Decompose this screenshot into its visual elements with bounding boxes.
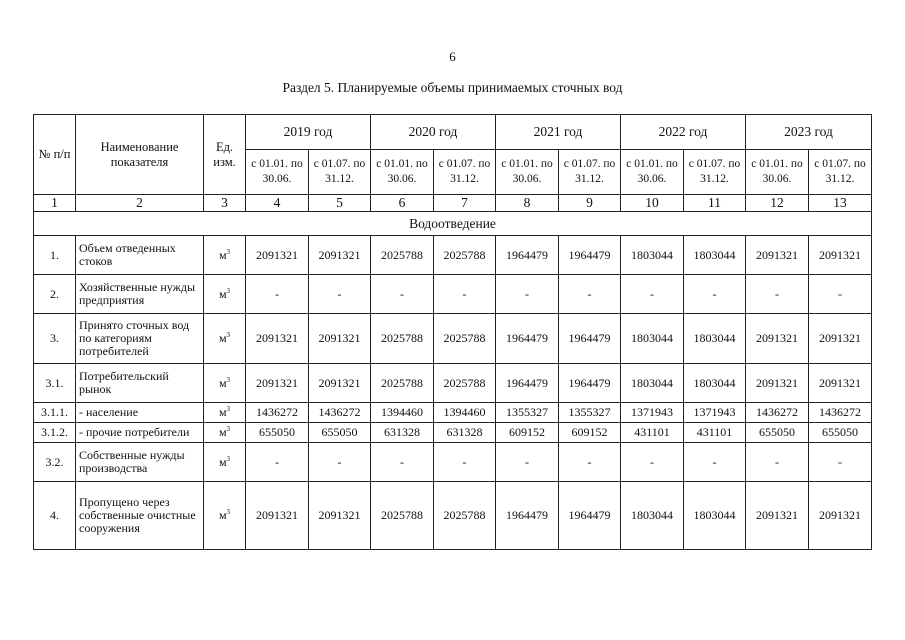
header-year: 2022 год — [621, 115, 746, 150]
unit-cell — [204, 236, 246, 275]
value-cell: 1964479 — [559, 482, 621, 550]
indicator-name: Принято сточных вод по категориям потребителей — [76, 314, 204, 364]
unit-cell — [204, 314, 246, 364]
value-cell: 655050 — [246, 423, 309, 443]
value-cell: 2091321 — [246, 364, 309, 403]
value-cell: - — [496, 275, 559, 314]
indicator-name: Хозяйственные нужды предприятия — [76, 275, 204, 314]
table-row — [34, 443, 872, 482]
page-number: 6 — [449, 49, 456, 64]
value-cell: 1964479 — [559, 364, 621, 403]
value-cell: - — [559, 443, 621, 482]
column-number-cell: 7 — [434, 195, 496, 212]
value-cell: - — [621, 443, 684, 482]
value-cell: 609152 — [496, 423, 559, 443]
value-cell: 1964479 — [496, 314, 559, 364]
unit-base: м — [218, 405, 227, 419]
value-cell: 2091321 — [309, 482, 371, 550]
unit-base: м — [218, 247, 227, 262]
value-cell: - — [621, 275, 684, 314]
value-cell: - — [746, 443, 809, 482]
header-year: 2019 год — [246, 115, 371, 150]
unit-cell — [204, 423, 246, 443]
value-cell: 2091321 — [746, 236, 809, 275]
value-cell: 2025788 — [371, 482, 434, 550]
value-cell: - — [246, 275, 309, 314]
value-cell: 655050 — [809, 423, 872, 443]
unit-cell — [204, 275, 246, 314]
value-cell: 2091321 — [746, 482, 809, 550]
value-cell: 2091321 — [246, 482, 309, 550]
value-cell: 2091321 — [309, 314, 371, 364]
value-cell: - — [559, 275, 621, 314]
value-cell: 2091321 — [809, 236, 872, 275]
value-cell: 431101 — [684, 423, 746, 443]
indicator-name: Объем отведенных стоков — [76, 236, 204, 275]
unit-exponent: 3 — [226, 286, 231, 295]
unit-exponent: 3 — [226, 331, 231, 339]
table-row — [34, 364, 872, 403]
value-cell: 1803044 — [621, 236, 684, 275]
unit-exponent: 3 — [226, 508, 231, 516]
value-cell: 2091321 — [809, 314, 872, 364]
header-period: с 01.01. по 30.06. — [246, 150, 309, 195]
value-cell: 1436272 — [746, 403, 809, 423]
row-number: 1. — [34, 236, 76, 275]
value-cell: 1964479 — [496, 236, 559, 275]
value-cell: - — [309, 275, 371, 314]
row-number: 3.1.2. — [34, 423, 76, 443]
section-row — [34, 212, 872, 236]
header-period: с 01.01. по 30.06. — [371, 150, 434, 195]
column-number-row — [34, 195, 872, 212]
table-row — [34, 423, 872, 443]
unit-base: м — [218, 425, 227, 439]
table-row — [34, 314, 872, 364]
value-cell: 655050 — [309, 423, 371, 443]
value-cell: - — [496, 443, 559, 482]
value-cell: - — [809, 275, 872, 314]
column-number-cell: 8 — [496, 195, 559, 212]
unit-base: м — [218, 508, 227, 522]
row-number: 3. — [34, 314, 76, 364]
value-cell: - — [371, 443, 434, 482]
value-cell: 2091321 — [309, 236, 371, 275]
unit-exponent: 3 — [226, 375, 231, 384]
value-cell: 609152 — [559, 423, 621, 443]
unit-cell — [204, 364, 246, 403]
value-cell: 1394460 — [371, 403, 434, 423]
value-cell: 1803044 — [684, 236, 746, 275]
value-cell: 1436272 — [809, 403, 872, 423]
value-cell: 2025788 — [434, 314, 496, 364]
value-cell: 2091321 — [809, 364, 872, 403]
value-cell: 1964479 — [496, 482, 559, 550]
value-cell: - — [746, 275, 809, 314]
column-number-cell: 9 — [559, 195, 621, 212]
column-number-cell: 12 — [746, 195, 809, 212]
value-cell: - — [809, 443, 872, 482]
header-unit: Ед. изм. — [204, 115, 246, 195]
value-cell: 1803044 — [684, 314, 746, 364]
header-period: с 01.01. по 30.06. — [621, 150, 684, 195]
value-cell: 1803044 — [684, 364, 746, 403]
unit-cell — [204, 482, 246, 550]
value-cell: - — [684, 275, 746, 314]
value-cell: 1964479 — [496, 364, 559, 403]
column-number-cell: 13 — [809, 195, 872, 212]
unit-cell — [204, 443, 246, 482]
column-number-cell: 10 — [621, 195, 684, 212]
unit-base: м — [218, 375, 227, 390]
row-number: 4. — [34, 482, 76, 550]
value-cell: - — [246, 443, 309, 482]
value-cell: 1803044 — [621, 482, 684, 550]
indicator-name: Пропущено через собственные очистные сооружения — [76, 482, 204, 550]
value-cell: - — [434, 275, 496, 314]
unit-base: м — [218, 454, 227, 469]
row-number: 3.2. — [34, 443, 76, 482]
header-period: с 01.07. по 31.12. — [684, 150, 746, 195]
column-number-cell: 3 — [204, 195, 246, 212]
row-number: 3.1. — [34, 364, 76, 403]
row-number: 3.1.1. — [34, 403, 76, 423]
header-year: 2023 год — [746, 115, 872, 150]
unit-exponent: 3 — [226, 425, 231, 433]
column-number-cell: 4 — [246, 195, 309, 212]
value-cell: 1803044 — [621, 364, 684, 403]
section-label: Водоотведение — [34, 212, 872, 236]
value-cell: 655050 — [746, 423, 809, 443]
column-number-cell: 2 — [76, 195, 204, 212]
value-cell: - — [371, 275, 434, 314]
row-number: 2. — [34, 275, 76, 314]
wastewater-table — [33, 114, 872, 550]
value-cell: 2091321 — [309, 364, 371, 403]
value-cell: 1803044 — [621, 314, 684, 364]
value-cell: 2091321 — [246, 236, 309, 275]
value-cell: 1371943 — [621, 403, 684, 423]
header-period: с 01.07. по 31.12. — [559, 150, 621, 195]
value-cell: - — [309, 443, 371, 482]
value-cell: 2025788 — [371, 314, 434, 364]
value-cell: 1436272 — [309, 403, 371, 423]
unit-base: м — [218, 286, 227, 301]
value-cell: 2091321 — [246, 314, 309, 364]
unit-cell — [204, 403, 246, 423]
header-period: с 01.07. по 31.12. — [434, 150, 496, 195]
value-cell: - — [684, 443, 746, 482]
value-cell: 1964479 — [559, 314, 621, 364]
indicator-name: - прочие потребители — [76, 423, 204, 443]
value-cell: 2025788 — [434, 482, 496, 550]
value-cell: 631328 — [434, 423, 496, 443]
column-number-cell: 6 — [371, 195, 434, 212]
header-period: с 01.07. по 31.12. — [309, 150, 371, 195]
column-number-cell: 5 — [309, 195, 371, 212]
value-cell: 1436272 — [246, 403, 309, 423]
value-cell: 2091321 — [809, 482, 872, 550]
header-name: Наименование показателя — [76, 115, 204, 195]
header-period: с 01.07. по 31.12. — [809, 150, 872, 195]
value-cell: 1803044 — [684, 482, 746, 550]
table-row — [34, 482, 872, 550]
header-period: с 01.01. по 30.06. — [746, 150, 809, 195]
indicator-name: Потребительский рынок — [76, 364, 204, 403]
value-cell: - — [434, 443, 496, 482]
value-cell: 431101 — [621, 423, 684, 443]
table-row — [34, 403, 872, 423]
value-cell: 2025788 — [434, 236, 496, 275]
value-cell: 1394460 — [434, 403, 496, 423]
unit-base: м — [218, 331, 227, 345]
value-cell: 2025788 — [371, 236, 434, 275]
header-year: 2020 год — [371, 115, 496, 150]
table-row — [34, 236, 872, 275]
value-cell: 1355327 — [559, 403, 621, 423]
indicator-name: - население — [76, 403, 204, 423]
table-row — [34, 275, 872, 314]
unit-exponent: 3 — [226, 405, 231, 413]
value-cell: 2025788 — [371, 364, 434, 403]
column-number-cell: 11 — [684, 195, 746, 212]
header-period: с 01.01. по 30.06. — [496, 150, 559, 195]
indicator-name: Собственные нужды производства — [76, 443, 204, 482]
value-cell: 2091321 — [746, 364, 809, 403]
value-cell: 2025788 — [434, 364, 496, 403]
header-num: № п/п — [34, 115, 76, 195]
value-cell: 631328 — [371, 423, 434, 443]
value-cell: 1355327 — [496, 403, 559, 423]
unit-exponent: 3 — [226, 247, 231, 256]
header-year: 2021 год — [496, 115, 621, 150]
column-number-cell: 1 — [34, 195, 76, 212]
section-title: Раздел 5. Планируемые объемы принимаемых сточных вод — [282, 80, 623, 95]
value-cell: 1964479 — [559, 236, 621, 275]
value-cell: 1371943 — [684, 403, 746, 423]
unit-exponent: 3 — [226, 454, 231, 463]
value-cell: 2091321 — [746, 314, 809, 364]
